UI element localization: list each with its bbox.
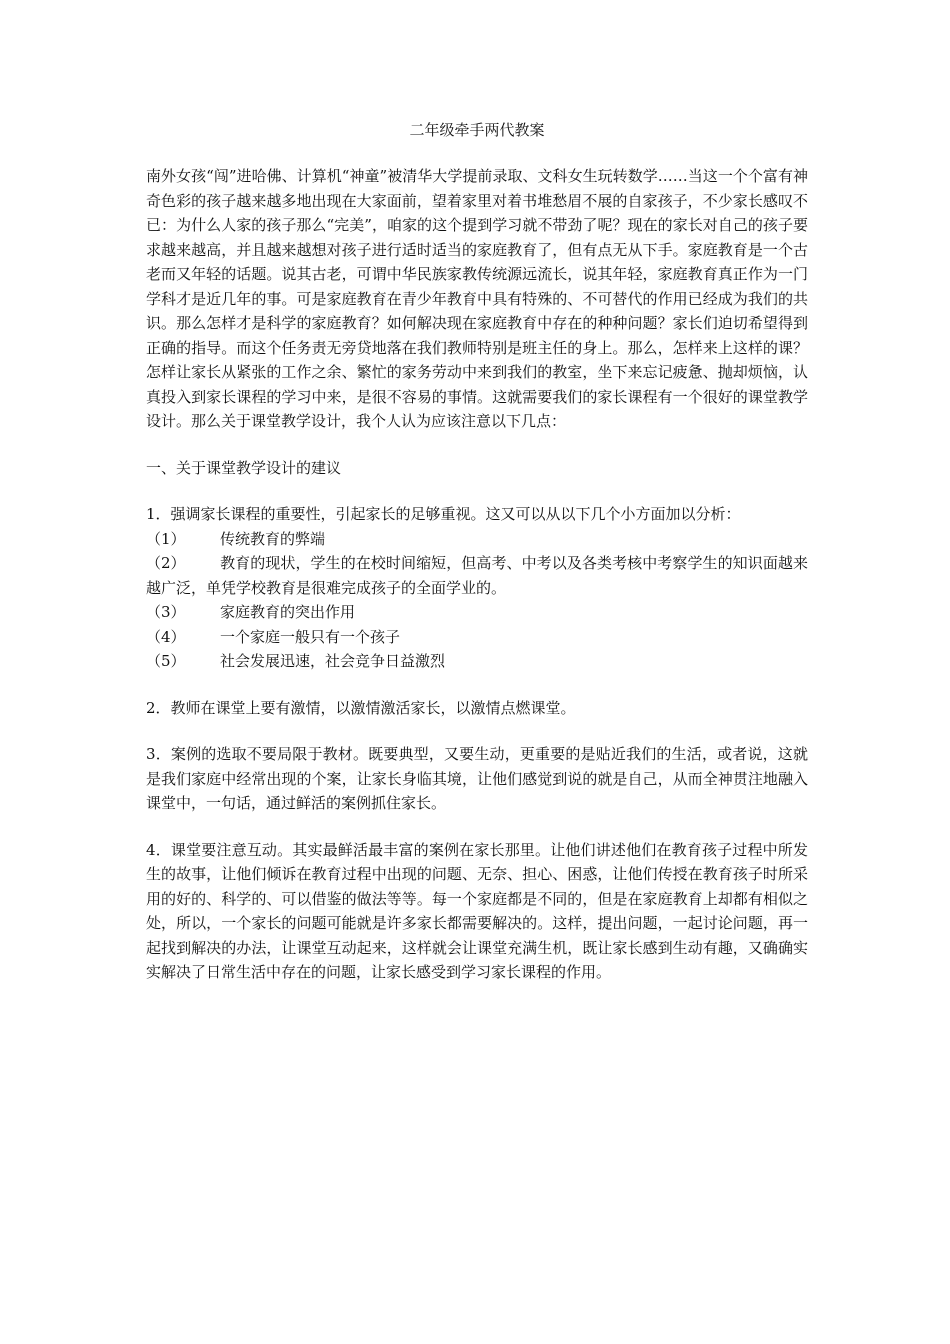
point-3: 3．案例的选取不要局限于教材。既要典型，又要生动，更重要的是贴近我们的生活，或者说，这就是我们家庭中经常出现的个案，让家长身临其境，让他们感觉到说的就是自己，从而全神贯注地融入课堂中，一句话，通过鲜活的案例抓住家长。: [146, 745, 808, 812]
point-4: 4．课堂要注意互动。其实最鲜活最丰富的案例在家长那里。让他们讲述他们在教育孩子过程中所发生的故事，让他们倾诉在教育过程中出现的问题、无奈、担心、困惑，让他们传授在教育孩子时所采用的好的、科学的、可以借鉴的做法等等。每一个家庭都是不同的，但是在家庭教育上却都有相似之处，所以，一个家长的问题可能就是许多家长都需要解决的。这样，提出问题，一起讨论问题，再一起找到解决的办法，让课堂互动起来，这样就会让课堂充满生机，既让家长感到生动有趣，又确确实实解决了日常生活中存在的问题，让家长感受到学习家长课程的作用。: [146, 840, 808, 981]
subpoint-text: 教育的现状，学生的在校时间缩短，但高考、中考以及各类考核中考察学生的知识面越来越广泛，单凭学校教育是很难完成孩子的全面学业的。: [146, 554, 808, 597]
subpoint-number: （1）: [146, 529, 186, 548]
subpoint-1: [146, 527, 808, 552]
document-title: 二年级牵手两代教案: [409, 121, 545, 139]
subpoint-3: [146, 600, 808, 625]
subpoint-number: （2）: [146, 554, 186, 572]
subpoint-number: （4）: [146, 627, 186, 646]
subpoint-text: 社会发展迅速，社会竞争日益激烈: [220, 652, 446, 670]
subpoint-text: 家庭教育的突出作用: [220, 603, 356, 621]
point-1: 1．强调家长课程的重要性，引起家长的足够重视。这又可以从以下几个小方面加以分析：: [146, 505, 741, 523]
subpoint-2: [146, 551, 808, 600]
point-2: 2．教师在课堂上要有激情，以激情激活家长，以激情点燃课堂。: [146, 698, 576, 717]
section-heading: 一、关于课堂教学设计的建议: [146, 458, 342, 477]
subpoint-5: [146, 649, 808, 674]
subpoint-text: 一个家庭一般只有一个孩子: [220, 627, 401, 646]
subpoint-number: （5）: [146, 652, 186, 670]
subpoint-number: （3）: [146, 603, 186, 621]
document-page: [146, 118, 808, 985]
subpoint-text: 传统教育的弊端: [220, 529, 326, 548]
subpoint-4: [146, 625, 808, 650]
intro-paragraph: 南外女孩“闯”进哈佛、计算机“神童”被清华大学提前录取、文科女生玩转数学……当这一个个富有神奇色彩的孩子越来越多地出现在大家面前，望着家里对着书堆愁眉不展的自家孩子，不少家长感叹不已：为什么人家的孩子那么“完美”，咱家的这个提到学习就不带劲了呢？现在的家长对自己的孩子要求越来越高，并且越来越想对孩子进行适时适当的家庭教育了，但有点无从下手。家庭教育是一个古老而又年轻的话题。说其古老，可谓中华民族家教传统源远流长，说其年轻，家庭教育真正作为一门学科才是近几年的事。可是家庭教育在青少年教育中具有特殊的、不可替代的作用已经成为我们的共识。那么怎样才是科学的家庭教育？如何解决现在家庭教育中存在的种种问题？家长们迫切希望得到正确的指导。而这个任务责无旁贷地落在我们教师特别是班主任的身上。那么，怎样来上这样的课？怎样让家长从紧张的工作之余、繁忙的家务劳动中来到我们的教室，坐下来忘记疲惫、抛却烦恼，认真投入到家长课程的学习中来，是很不容易的事情。这就需要我们的家长课程有一个很好的课堂教学设计。那么关于课堂教学设计，我个人认为应该注意以下几点：: [146, 167, 808, 430]
